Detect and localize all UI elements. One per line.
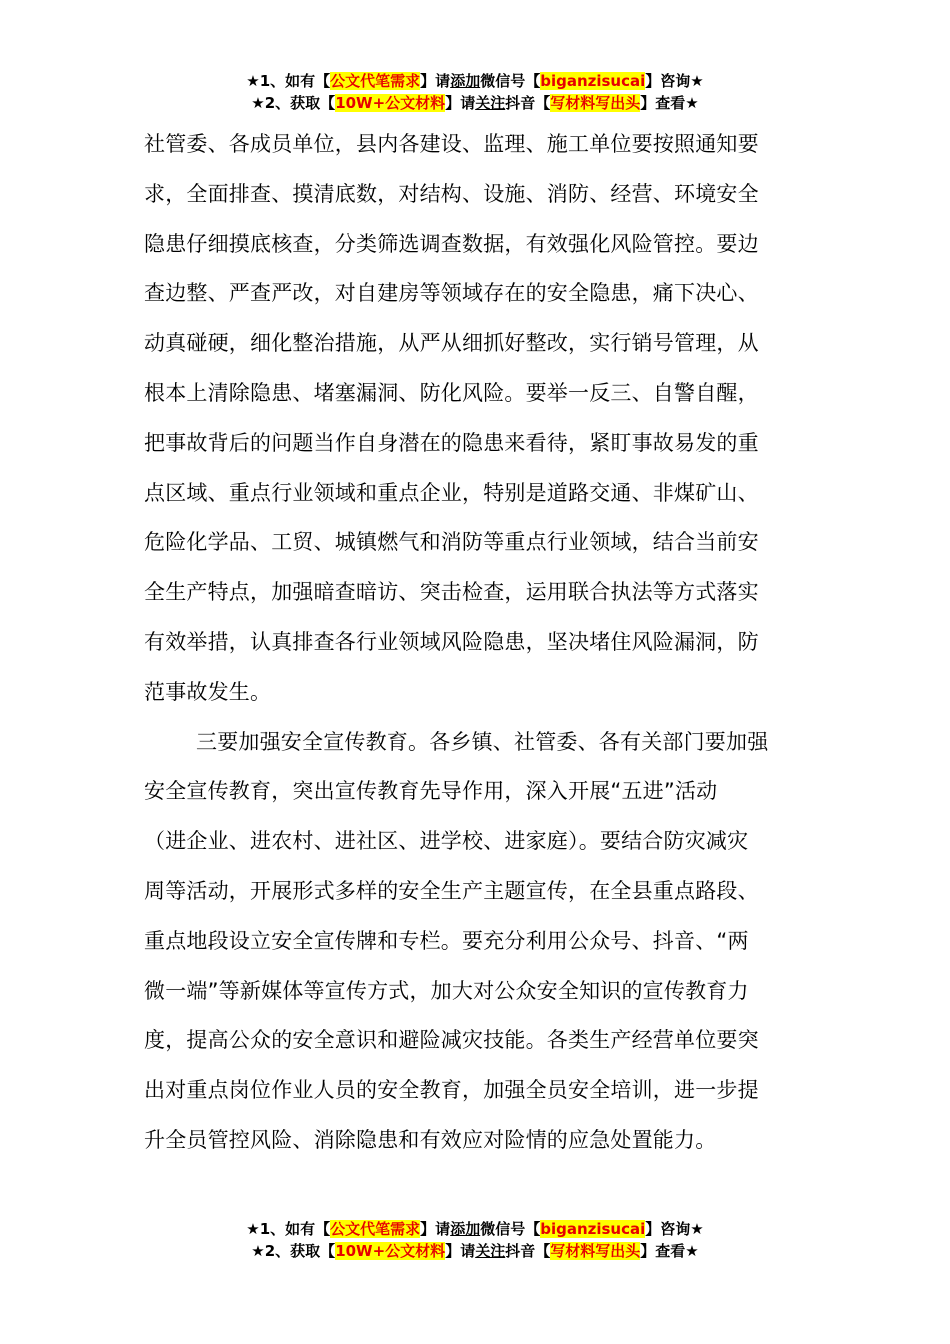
banner-text: 】咨询★ [645, 1220, 704, 1238]
banner-line-2 [0, 92, 950, 114]
banner-text: 】查看★ [640, 94, 699, 112]
footer-banner [0, 1218, 950, 1262]
banner-text: 】请 [445, 1242, 476, 1260]
body-line: 升全员管控风险、消除隐患和有效应对险情的应急处置能力。 [144, 1127, 717, 1152]
body-line: 隐患仔细摸底核查，分类筛选调查数据，有效强化风险管控。要边 [144, 231, 759, 256]
body-line: 周等活动，开展形式多样的安全生产主题宣传，在全县重点路段、 [144, 878, 759, 903]
body-line: 危险化学品、工贸、城镇燃气和消防等重点行业领域，结合当前安 [144, 530, 759, 555]
banner-line-1 [0, 1218, 950, 1240]
body-line: 点区域、重点行业领域和重点企业，特别是道路交通、非煤矿山、 [144, 480, 759, 505]
banner-text: 】请 [420, 1220, 451, 1238]
body-line: 动真碰硬，细化整治措施，从严从细抓好整改，实行销号管理，从 [144, 331, 759, 356]
body-line: 社管委、各成员单位，县内各建设、监理、施工单位要按照通知要 [144, 132, 759, 156]
body-line: 根本上清除隐患、堵塞漏洞、防化风险。要举一反三、自警自醒， [144, 380, 759, 405]
body-line: 重点地段设立安全宣传牌和专栏。要充分利用公众号、抖音、“两 [144, 928, 749, 953]
underlined-text: 添加 [450, 72, 481, 90]
banner-text: 】请 [445, 94, 476, 112]
banner-text: 】查看★ [640, 1242, 699, 1260]
douyin-id-highlight: 写材料写出头 [550, 1242, 641, 1260]
wechat-id-highlight: biganzisucai [540, 72, 646, 90]
body-line: 微一端”等新媒体等宣传方式，加大对公众安全知识的宣传教育力 [144, 978, 749, 1003]
body-line: （进企业、进农村、进社区、进学校、进家庭）。要结合防灾减灾 [144, 829, 749, 854]
banner-text: ★1、如有【 [246, 72, 331, 90]
body-line: 查边整、严查严改，对自建房等领域存在的安全隐患，痛下决心、 [144, 281, 759, 306]
highlight-text: 10W+公文材料 [335, 1242, 446, 1260]
body-line: 全生产特点，加强暗查暗访、突击检查，运用联合执法等方式落实 [144, 580, 759, 605]
banner-text: 】咨询★ [645, 72, 704, 90]
header-banner [0, 70, 950, 114]
underlined-text: 添加 [450, 1220, 481, 1238]
section-heading-line: 三要加强安全宣传教育。各乡镇、社管委、各有关部门要加强 [196, 729, 769, 754]
douyin-id-highlight: 写材料写出头 [550, 94, 641, 112]
highlight-text: 10W+公文材料 [335, 94, 446, 112]
underlined-text: 关注 [475, 94, 506, 112]
banner-text: 抖音【 [505, 94, 551, 112]
body-line: 把事故背后的问题当作自身潜在的隐患来看待，紧盯事故易发的重 [144, 430, 759, 455]
body-line: 安全宣传教育，突出宣传教育先导作用，深入开展“五进”活动 [144, 779, 718, 804]
banner-text: 抖音【 [505, 1242, 551, 1260]
body-line: 有效举措，认真排查各行业领域风险隐患，坚决堵住风险漏洞，防 [144, 629, 759, 654]
banner-line-2 [0, 1240, 950, 1262]
wechat-id-highlight: biganzisucai [540, 1220, 646, 1238]
banner-text: 微信号【 [480, 1220, 541, 1238]
banner-text: 】请 [420, 72, 451, 90]
highlight-text: 公文代笔需求 [330, 1220, 421, 1238]
body-line: 范事故发生。 [144, 679, 272, 704]
banner-text: ★2、获取【 [251, 94, 336, 112]
banner-text: ★2、获取【 [251, 1242, 336, 1260]
body-line: 度，提高公众的安全意识和避险减灾技能。各类生产经营单位要突 [144, 1028, 759, 1053]
banner-line-1 [0, 70, 950, 92]
underlined-text: 关注 [475, 1242, 506, 1260]
banner-text: ★1、如有【 [246, 1220, 331, 1238]
body-line: 求，全面排查、摸清底数，对结构、设施、消防、经营、环境安全 [144, 181, 759, 206]
highlight-text: 公文代笔需求 [330, 72, 421, 90]
body-line: 出对重点岗位作业人员的安全教育，加强全员安全培训，进一步提 [144, 1078, 759, 1103]
banner-text: 微信号【 [480, 72, 541, 90]
document-body [144, 120, 804, 1166]
